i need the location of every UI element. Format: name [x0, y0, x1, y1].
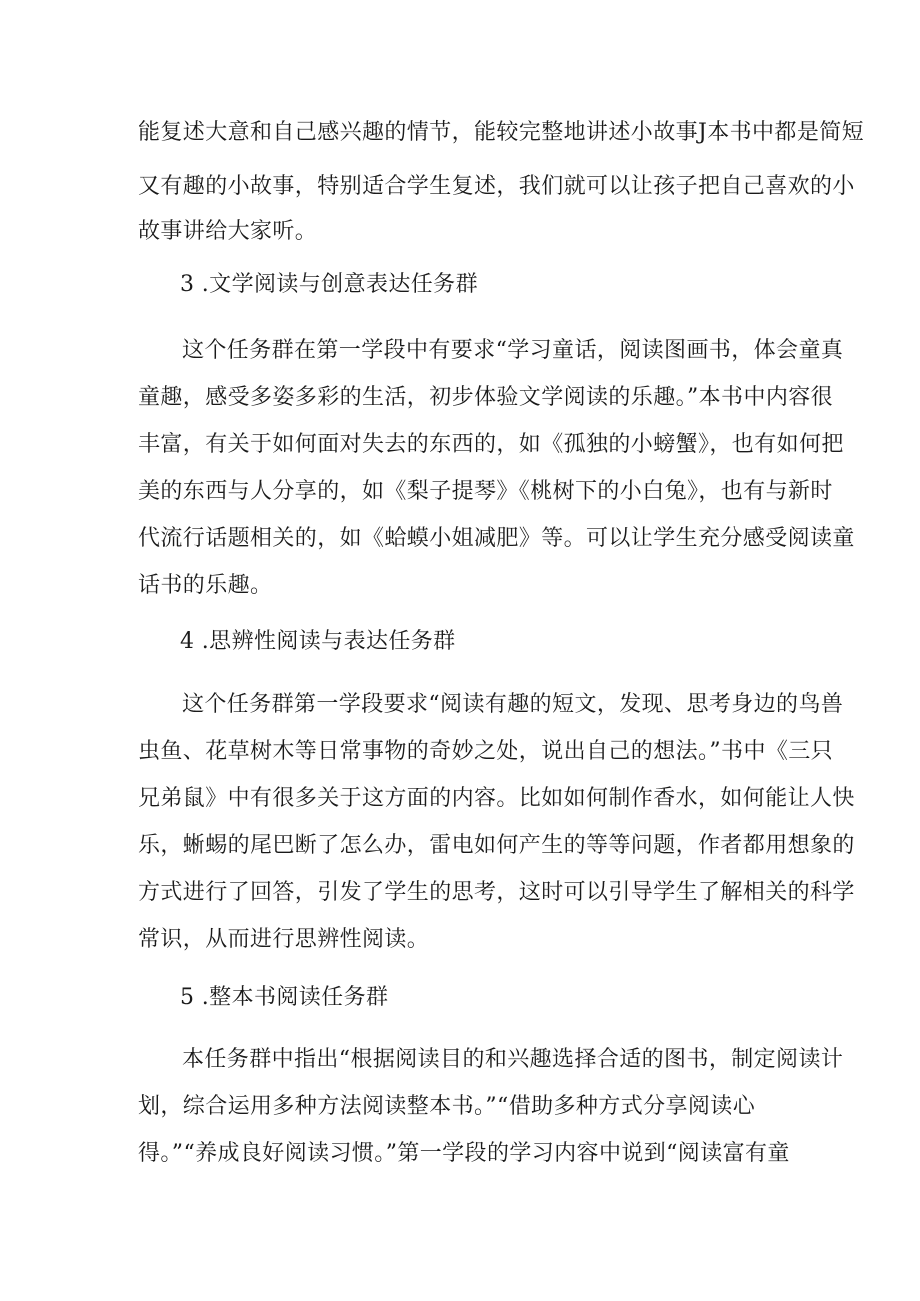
section-heading-4: 4 .思辨性阅读与表达任务群	[180, 629, 456, 654]
paragraph-2-line-6: 话书的乐趣。	[138, 573, 273, 598]
paragraph-1-line-3: 故事讲给大家听。	[138, 219, 318, 244]
paragraph-3-line-2: 虫鱼、花草树木等日常事物的奇妙之处，说出自己的想法。”书中《三只	[138, 739, 834, 764]
paragraph-3-line-3: 兄弟鼠》中有很多关于这方面的内容。比如如何制作香水，如何能让人快	[138, 786, 855, 811]
paragraph-1-line-1: 能复述大意和自己感兴趣的情节，能较完整地讲述小故事J本书中都是简短	[138, 120, 865, 145]
paragraph-4-line-3: 得。”“养成良好阅读习惯。”第一学段的学习内容中说到“阅读富有童	[138, 1141, 790, 1166]
paragraph-3-line-4: 乐，蜥蜴的尾巴断了怎么办，雷电如何产生的等等问题，作者都用想象的	[138, 833, 855, 858]
paragraph-2-line-3: 丰富，有关于如何面对失去的东西的，如《孤独的小螃蟹》，也有如何把	[138, 432, 844, 457]
paragraph-3-line-6: 常识，从而进行思辨性阅读。	[138, 927, 430, 952]
paragraph-1-line-2: 又有趣的小故事，特别适合学生复述，我们就可以让孩子把自己喜欢的小	[138, 174, 855, 199]
paragraph-4-line-1: 本任务群中指出“根据阅读目的和兴趣选择合适的图书，制定阅读计	[182, 1047, 844, 1072]
paragraph-3-line-1: 这个任务群第一学段要求“阅读有趣的短文，发现、思考身边的鸟兽	[182, 692, 844, 717]
paragraph-2-line-5: 代流行话题相关的，如《蛤蟆小姐减肥》等。可以让学生充分感受阅读童	[138, 526, 855, 551]
section-heading-3: 3 .文学阅读与创意表达任务群	[180, 272, 478, 297]
paragraph-3-line-5: 方式进行了回答，引发了学生的思考，这时可以引导学生了解相关的科学	[138, 880, 855, 905]
paragraph-2-line-2: 童趣，感受多姿多彩的生活，初步体验文学阅读的乐趣。”本书中内容很	[138, 385, 834, 410]
section-heading-5: 5 .整本书阅读任务群	[180, 985, 389, 1010]
paragraph-4-line-2: 划，综合运用多种方法阅读整本书。”“借助多种方式分享阅读心	[138, 1094, 756, 1119]
paragraph-2-line-4: 美的东西与人分享的，如《梨子提琴》《桃树下的小白兔》，也有与新时	[138, 479, 833, 504]
paragraph-2-line-1: 这个任务群在第一学段中有要求“学习童话，阅读图画书，体会童真	[182, 338, 844, 363]
